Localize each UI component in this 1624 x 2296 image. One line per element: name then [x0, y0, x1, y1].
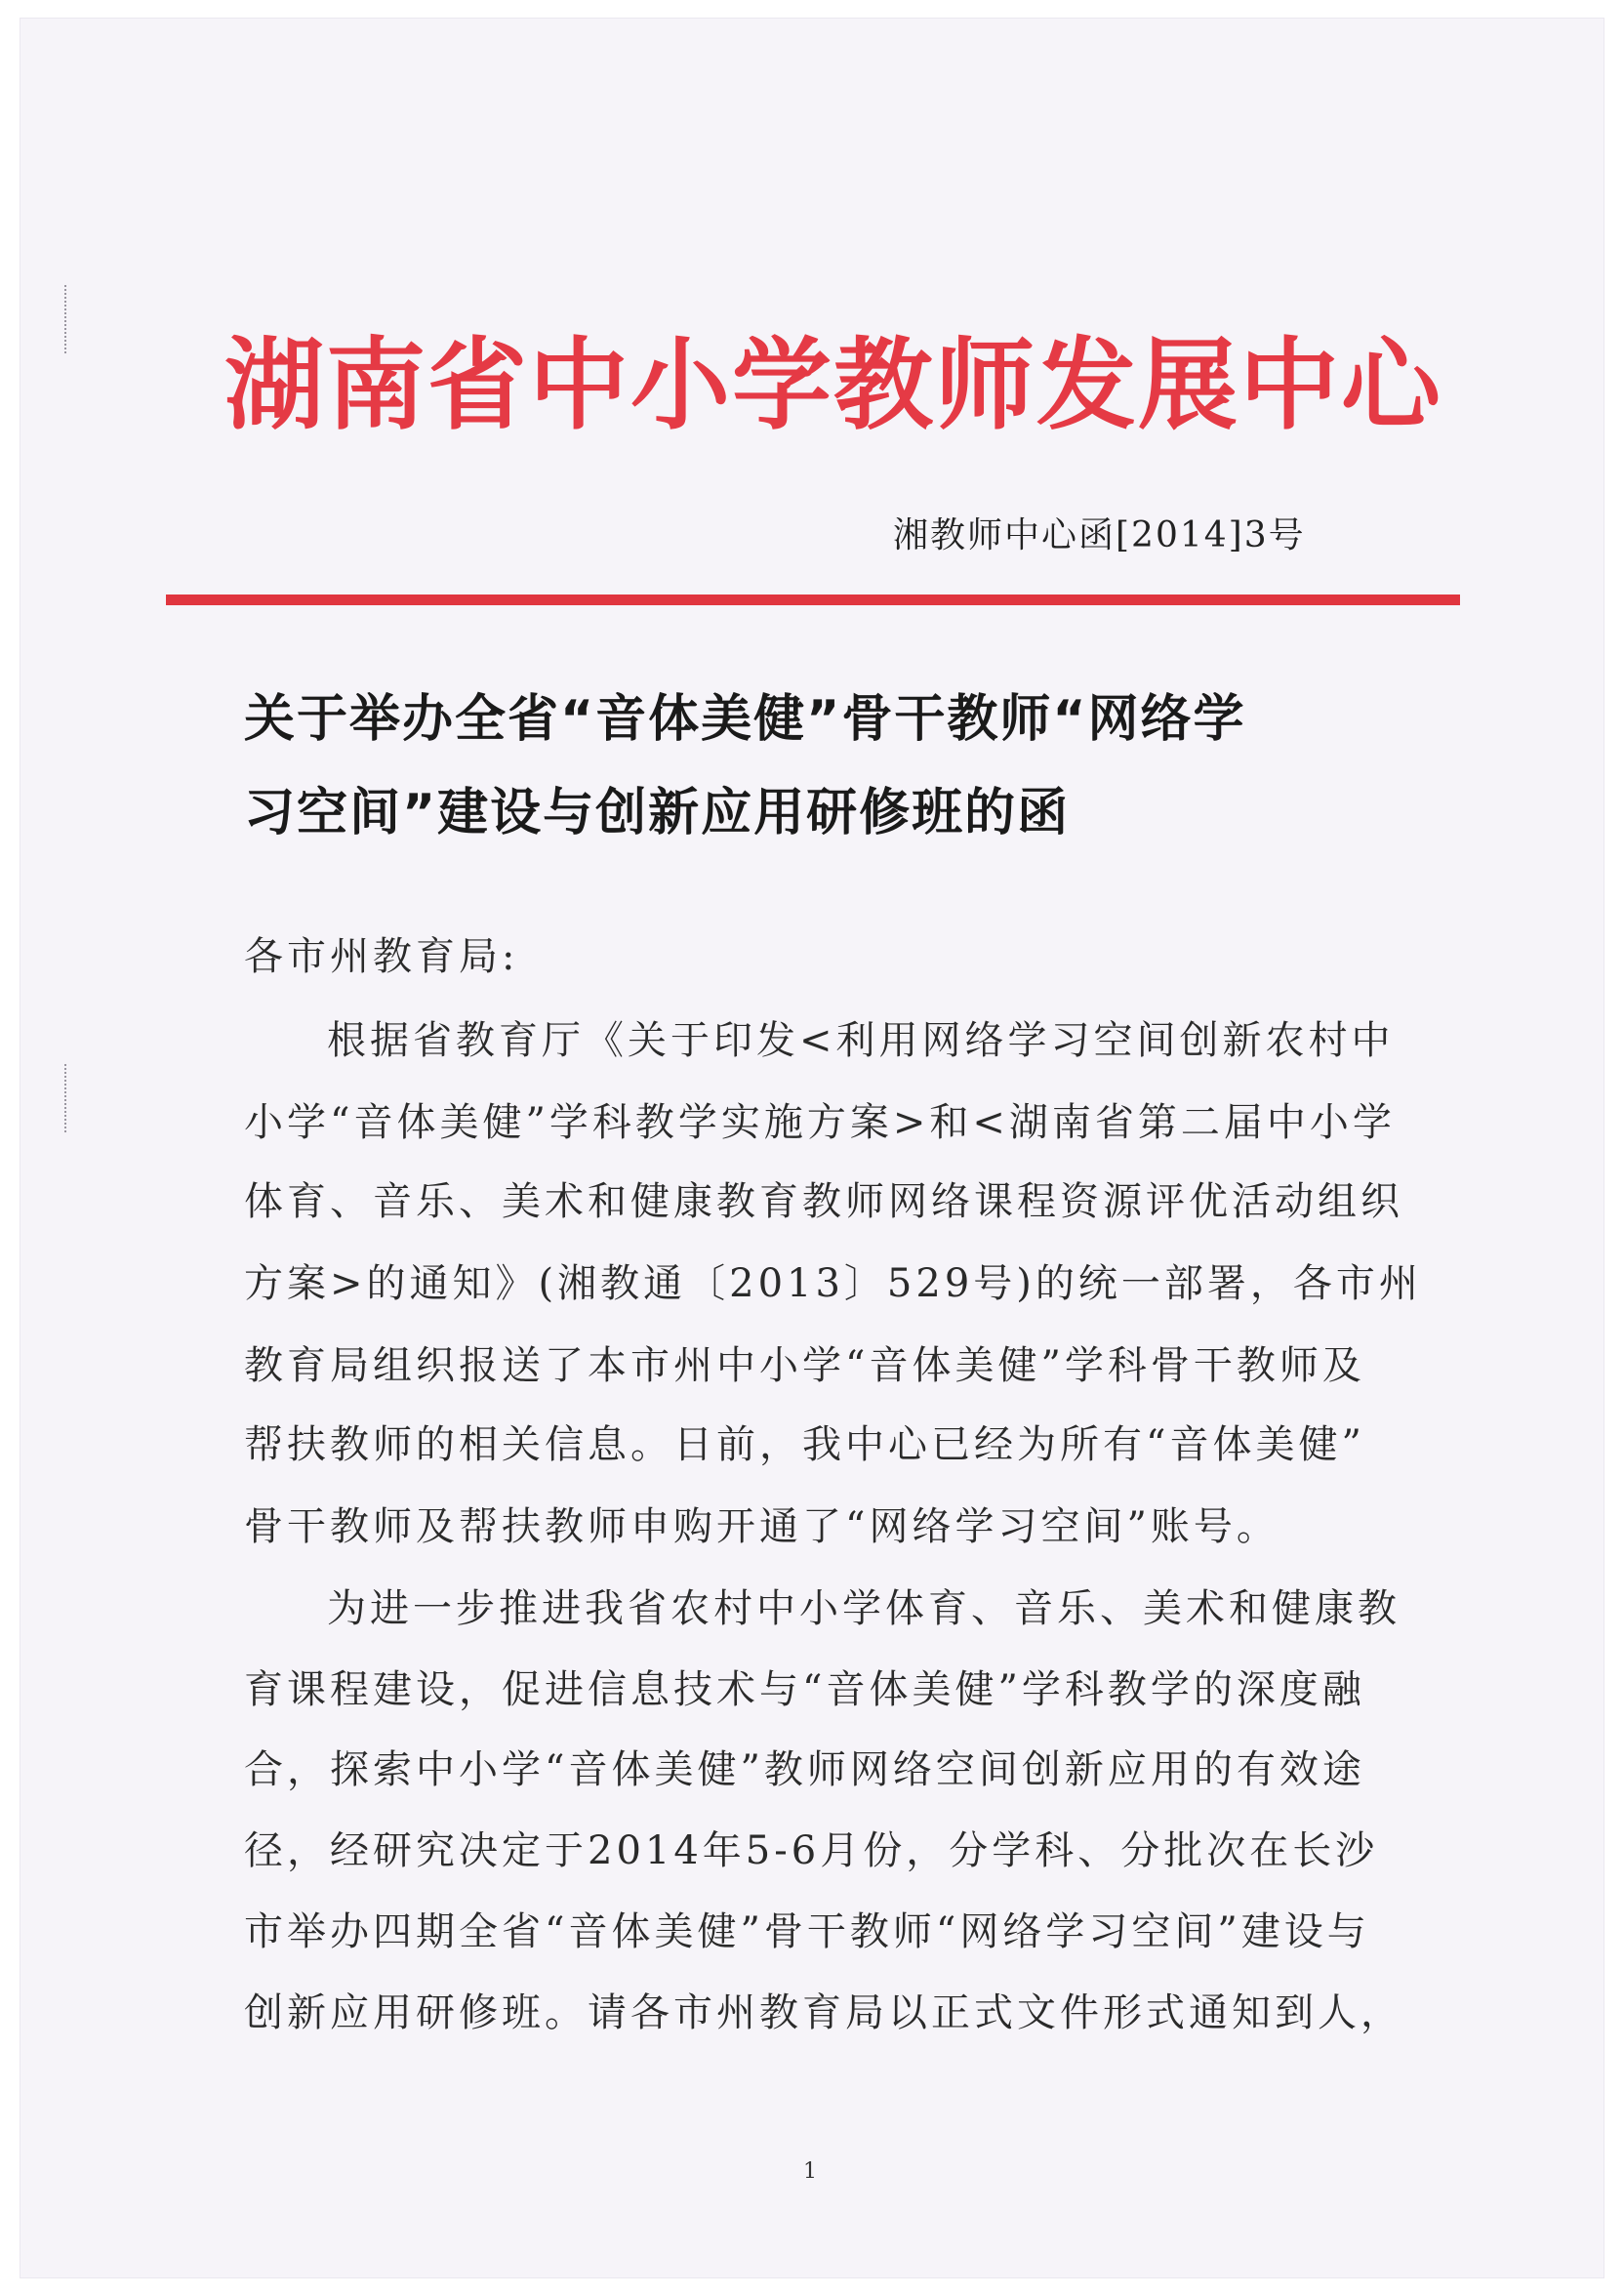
red-divider-rule [166, 594, 1460, 605]
document-title-line-2: 习空间”建设与创新应用研修班的函 [244, 784, 1071, 842]
salutation: 各市州教育局: [244, 934, 519, 979]
paragraph-line: 径，经研究决定于2014年5-6月份，分学科、分批次在长沙 [244, 1828, 1379, 1873]
paragraph-line: 帮扶教师的相关信息。日前，我中心已经为所有“音体美健” [244, 1422, 1365, 1467]
paragraph-line: 创新应用研修班。请各市州教育局以正式文件形式通知到人， [244, 1990, 1403, 2035]
paragraph-line: 为进一步推进我省农村中小学体育、音乐、美术和健康教 [327, 1586, 1401, 1631]
paragraph-line: 骨干教师及帮扶教师申购开通了“网络学习空间”账号。 [244, 1504, 1279, 1549]
paragraph-line: 小学“音体美健”学科教学实施方案>和<湖南省第二届中小学 [244, 1100, 1396, 1145]
paragraph-line: 育课程建设，促进信息技术与“音体美健”学科教学的深度融 [244, 1667, 1365, 1712]
document-title-line-1: 关于举办全省“音体美健”骨干教师“网络学 [244, 690, 1246, 749]
paragraph-line: 市举办四期全省“音体美健”骨干教师“网络学习空间”建设与 [244, 1909, 1370, 1954]
binding-hole-marks-bottom [64, 1064, 72, 1132]
paragraph-line: 教育局组织报送了本市州中小学“音体美健”学科骨干教师及 [244, 1343, 1365, 1388]
org-header-title: 湖南省中小学教师发展中心 [224, 328, 1442, 444]
paragraph-line: 体育、音乐、美术和健康教育教师网络课程资源评优活动组织 [244, 1179, 1403, 1224]
paragraph-line: 方案>的通知》(湘教通〔2013〕529号)的统一部署，各市州 [244, 1261, 1422, 1306]
paragraph-line: 根据省教育厅《关于印发<利用网络学习空间创新农村中 [327, 1018, 1395, 1063]
binding-hole-marks-top [64, 285, 72, 353]
page-number: 1 [803, 2159, 817, 2184]
document-number: 湘教师中心函[2014]3号 [893, 515, 1306, 555]
paragraph-line: 合，探索中小学“音体美健”教师网络空间创新应用的有效途 [244, 1747, 1365, 1792]
